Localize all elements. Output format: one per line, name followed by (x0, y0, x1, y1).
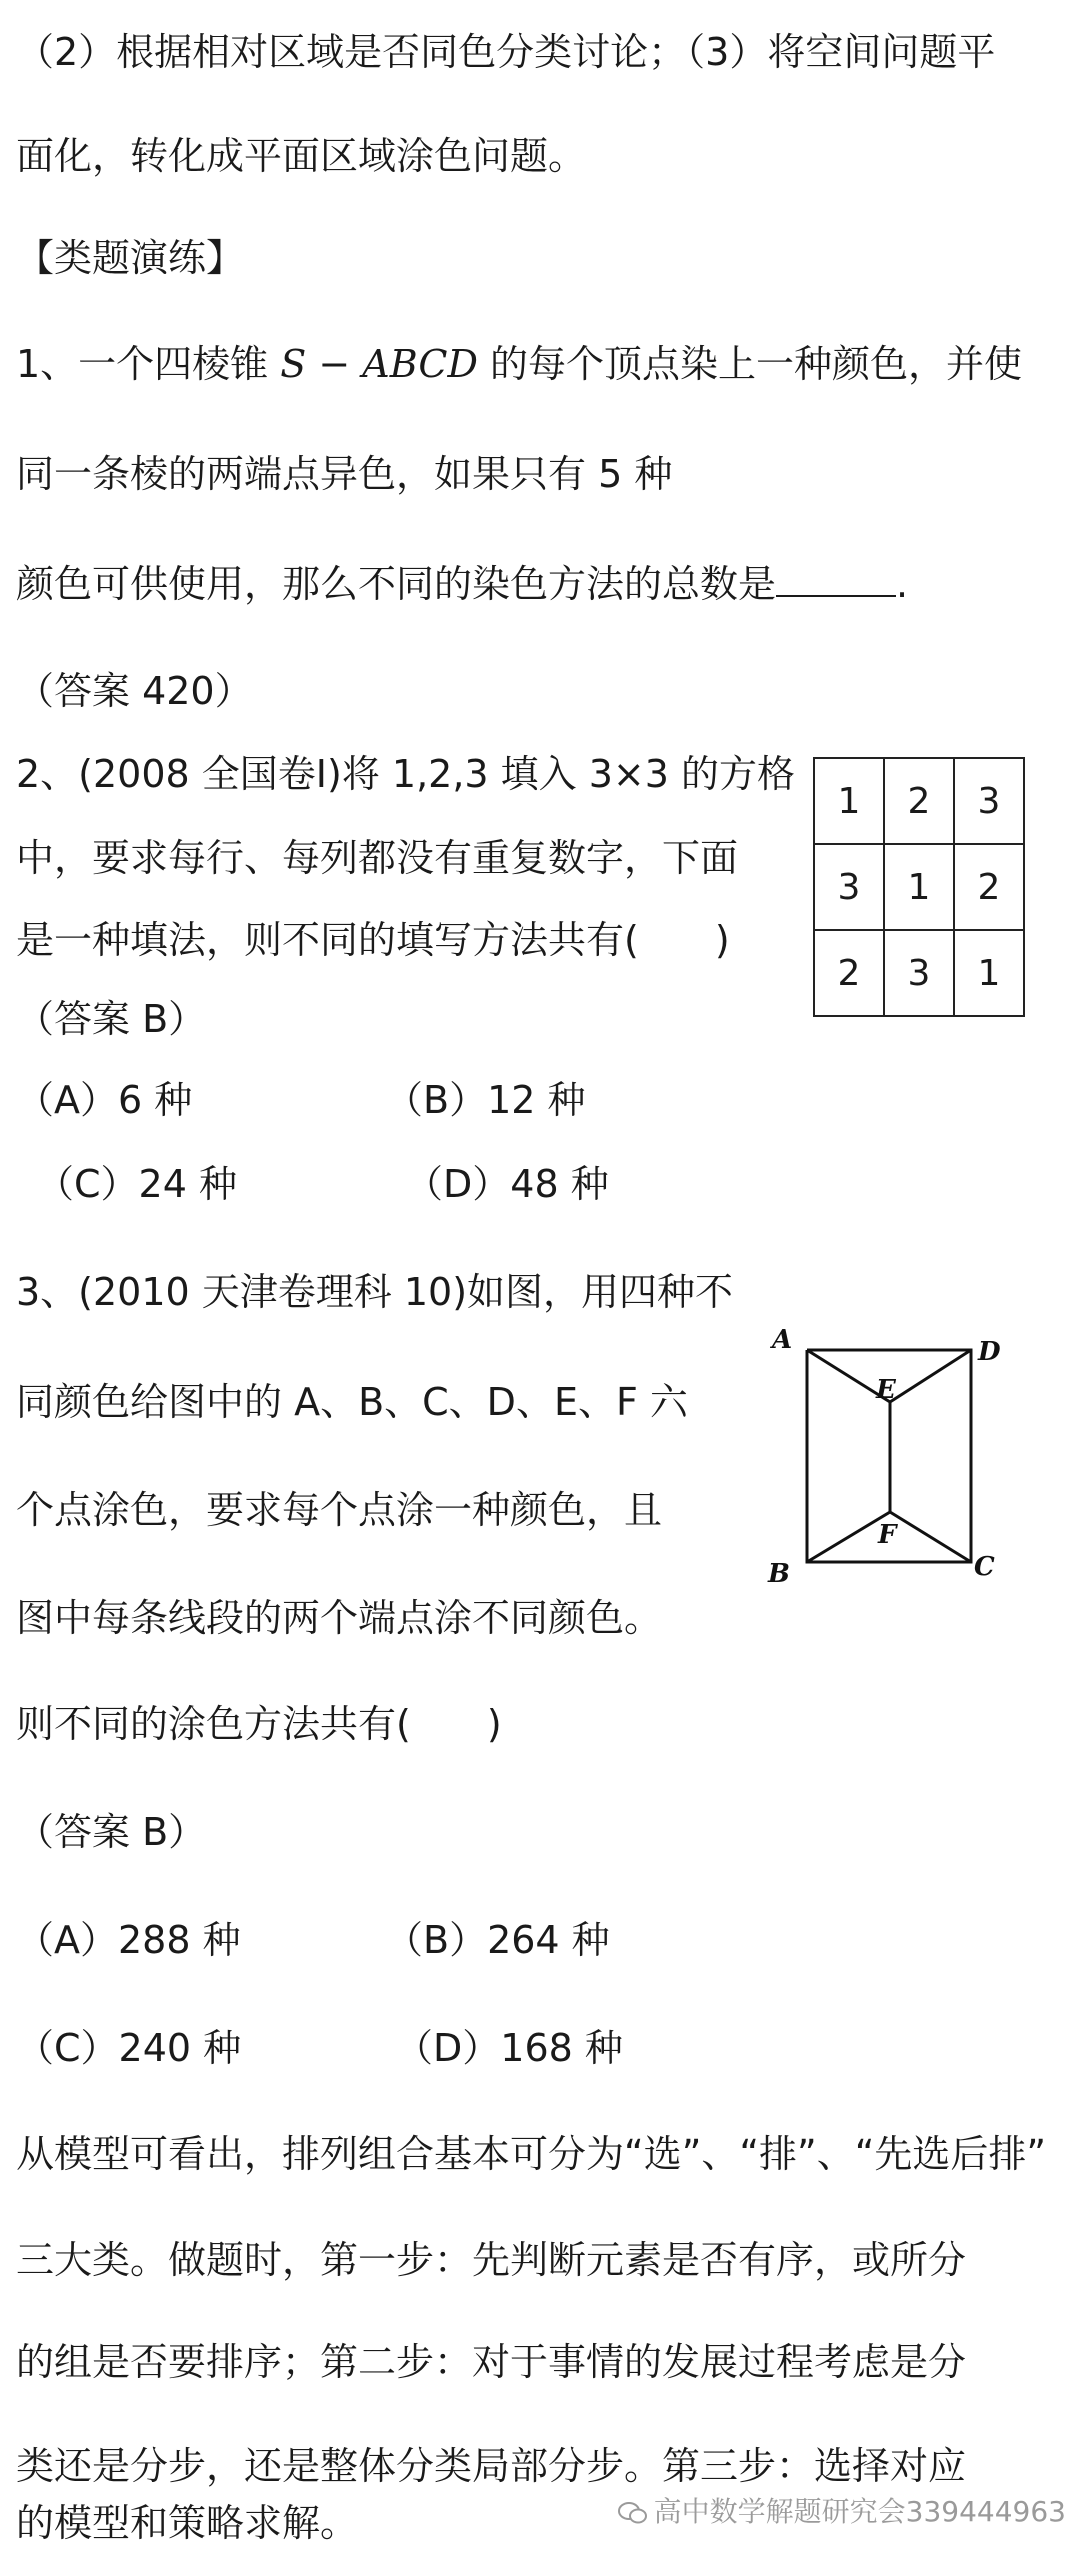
grid-row (814, 844, 1024, 930)
grid-cell: 3 (814, 844, 884, 930)
summary-line: 从模型可看出，排列组合基本可分为“选”、“排”、“先选后排” (16, 2132, 1047, 2176)
answer-note: （答案 B） (16, 997, 207, 1041)
text-line: 个点涂色，要求每个点涂一种颜色，且 (16, 1488, 663, 1532)
summary-line: 的组是否要排序；第二步：对于事情的发展过程考虑是分 (16, 2340, 967, 2384)
q1-line3: 颜色可供使用，那么不同的染色方法的总数是 (16, 562, 777, 606)
grid-cell: 1 (814, 758, 884, 844)
section-heading: 【类题演练】 (16, 236, 245, 280)
option-c: （C）240 种 (16, 2026, 242, 2070)
text-line: 则不同的涂色方法共有( ) (16, 1702, 502, 1746)
label-b: B (768, 1559, 790, 1588)
grid-cell: 1 (954, 930, 1024, 1016)
text-line (16, 558, 908, 610)
grid-cell: 2 (954, 844, 1024, 930)
geometry-figure (760, 1318, 1010, 1588)
text-line: 是一种填法，则不同的填写方法共有( ) (16, 918, 730, 962)
question-1 (16, 338, 1022, 390)
wechat-icon (618, 2502, 648, 2524)
grid-row (814, 930, 1024, 1016)
summary-line: 类还是分步，还是整体分类局部分步。第三步：选择对应 (16, 2444, 967, 2488)
label-d: D (978, 1337, 1001, 1367)
q1-prefix: 1、一个四棱锥 (16, 342, 269, 386)
segment-fc (890, 1512, 971, 1562)
text-line: （2）根据相对区域是否同色分类讨论；（3）将空间问题平 (16, 30, 996, 74)
watermark (618, 2490, 1066, 2530)
option-b: （B）12 种 (385, 1078, 586, 1122)
grid-row (814, 758, 1024, 844)
question-3: 3、(2010 天津卷理科 10)如图，用四种不 (16, 1270, 734, 1314)
text-line: 中，要求每行、每列都没有重复数字，下面 (16, 836, 739, 880)
text-line: 同颜色给图中的 A、B、C、D、E、F 六 (16, 1380, 688, 1424)
q1-period: . (896, 562, 909, 606)
option-d: （D）48 种 (405, 1162, 609, 1206)
q1-suffix: 的每个顶点染上一种颜色，并使 (490, 342, 1023, 386)
answer-note: （答案 B） (16, 1810, 207, 1854)
label-f: F (878, 1520, 897, 1550)
summary-line: 的模型和策略求解。 (16, 2501, 359, 2545)
option-a: （A）288 种 (16, 1918, 241, 1962)
answer-note: （答案 420） (16, 669, 253, 713)
option-a: （A）6 种 (16, 1078, 193, 1122)
text-line: 图中每条线段的两个端点涂不同颜色。 (16, 1596, 663, 1640)
answer-blank (776, 561, 896, 597)
text-line: 同一条棱的两端点异色，如果只有 5 种 (16, 452, 673, 496)
option-c: （C）24 种 (36, 1162, 237, 1206)
text-line: 面化，转化成平面区域涂色问题。 (16, 134, 587, 178)
label-c: C (974, 1552, 995, 1582)
watermark-text: 高中数学解题研究会339444963 (653, 2495, 1066, 2528)
summary-line: 三大类。做题时，第一步：先判断元素是否有序，或所分 (16, 2238, 967, 2282)
number-grid (813, 757, 1025, 1017)
question-2: 2、(2008 全国卷Ⅰ)将 1,2,3 填入 3×3 的方格 (16, 752, 796, 796)
q1-math: S − ABCD (280, 342, 478, 386)
label-e: E (876, 1375, 896, 1405)
segment-de (890, 1350, 971, 1402)
option-d: （D）168 种 (395, 2026, 623, 2070)
grid-cell: 1 (884, 844, 954, 930)
grid-cell: 3 (954, 758, 1024, 844)
option-b: （B）264 种 (385, 1918, 610, 1962)
label-a: A (772, 1325, 793, 1355)
grid-cell: 2 (884, 758, 954, 844)
grid-cell: 3 (884, 930, 954, 1016)
grid-cell: 2 (814, 930, 884, 1016)
